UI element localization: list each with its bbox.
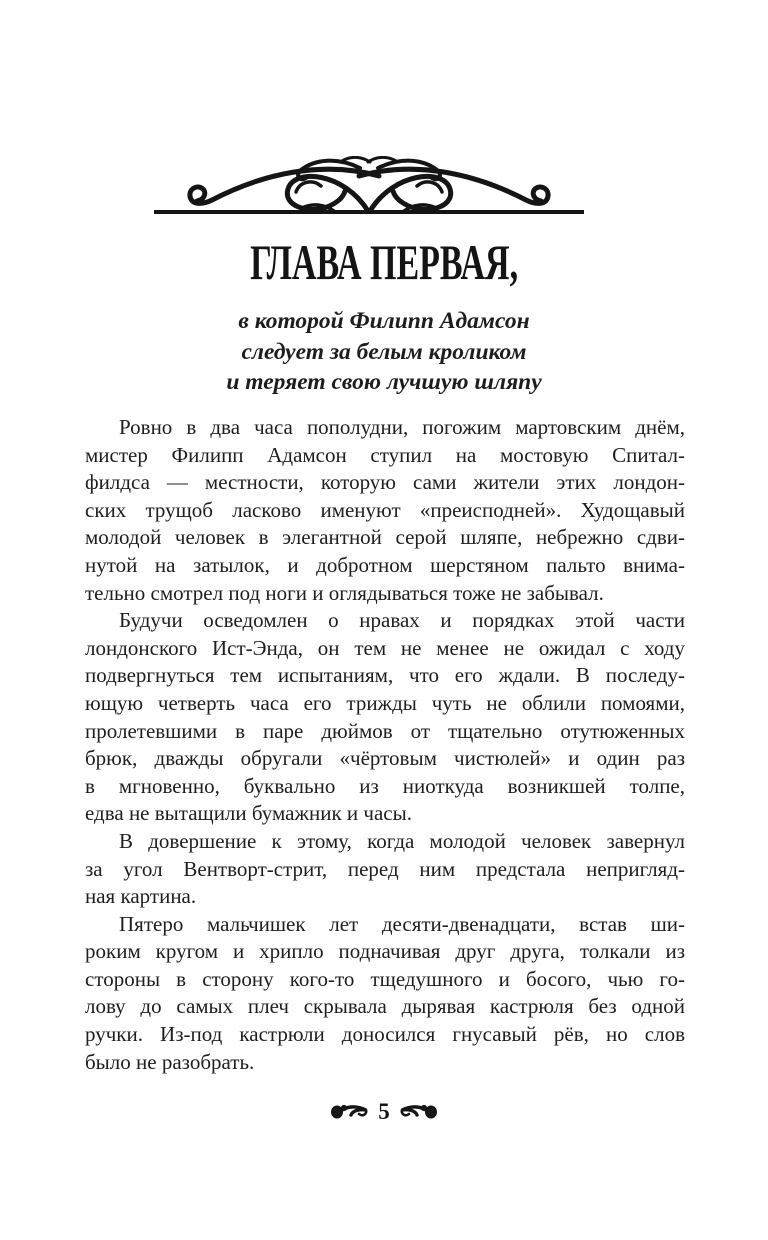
text-line: роким кругом и хрипло подначивая друг друга, толкали из <box>85 939 685 964</box>
text-line: в мгновенно, буквально из ниоткуда возникшей толпе, <box>85 773 685 798</box>
subtitle-line: в которой Филипп Адамсон <box>238 308 530 334</box>
text-line: В довершение к этому, когда молодой человек завернул <box>119 828 685 853</box>
text-line: было не разобрать. <box>85 1049 255 1074</box>
text-line: ручки. Из-под кастрюли доносился гнусавый рёв, но слов <box>85 1022 685 1047</box>
subtitle-line: и теряет свою лучшую шляпу <box>226 369 542 395</box>
text-line: пролетевшими в паре дюймов от тщательно отутюженных <box>85 718 685 743</box>
text-line: нутой на затылок, и добротном шерстяном пальто внима- <box>85 552 685 577</box>
body-text <box>85 414 685 1076</box>
paragraph <box>85 828 685 911</box>
chapter-title-text: ГЛАВА ПЕРВАЯ, <box>249 234 518 290</box>
text-line: лову до самых плеч скрывала дырявая кастрюля без одной <box>85 994 685 1019</box>
header-flourish-icon <box>154 156 584 218</box>
footer-fleuron-left-icon <box>331 1102 369 1122</box>
text-line: стороны в сторону кого-то тщедушного и босого, чью го- <box>85 966 685 991</box>
text-line: за угол Вентворт-стрит, перед ним предстала непригляд- <box>85 856 685 881</box>
text-line: ских трущоб ласково именуют «преисподней». Худощавый <box>85 497 685 522</box>
text-line: Пятеро мальчишек лет десяти-двенадцати, встав ши- <box>119 911 685 936</box>
paragraph <box>85 911 685 1077</box>
text-line: Ровно в два часа пополудни, погожим мартовским днём, <box>119 415 685 439</box>
text-line: ная картина. <box>85 884 197 909</box>
text-line: подвергнуться тем испытаниям, что его ждали. В последу- <box>85 663 685 688</box>
text-line: филдса — местности, которую сами жители этих лондон- <box>85 470 685 495</box>
footer-fleuron-right-icon <box>399 1102 437 1122</box>
paragraph <box>85 414 685 607</box>
paragraph <box>85 607 685 828</box>
text-line: едва не вытащили бумажник и часы. <box>85 801 412 826</box>
text-line: брюк, дважды обругали «чёртовым чистюлей» и один раз <box>85 746 685 771</box>
text-line: Будучи осведомлен о нравах и порядках этой части <box>119 608 685 633</box>
subtitle-line: следует за белым кроликом <box>241 338 527 365</box>
text-line: молодой человек в элегантной серой шляпе, небрежно сдви- <box>85 525 685 550</box>
chapter-title <box>0 236 768 288</box>
text-line: мистер Филипп Адамсон ступил на мостовую Спитал- <box>85 442 685 467</box>
text-line: лондонского Ист-Энда, он тем не менее не ожидал с ходу <box>85 635 685 660</box>
text-line: ющую четверть часа его трижды чуть не облили помоями, <box>85 690 685 715</box>
chapter-subtitle <box>0 306 768 398</box>
page-number: 5 <box>378 1099 390 1124</box>
text-line: тельно смотрел под ноги и оглядываться тоже не забывал. <box>85 580 604 605</box>
page-footer <box>0 1100 768 1124</box>
